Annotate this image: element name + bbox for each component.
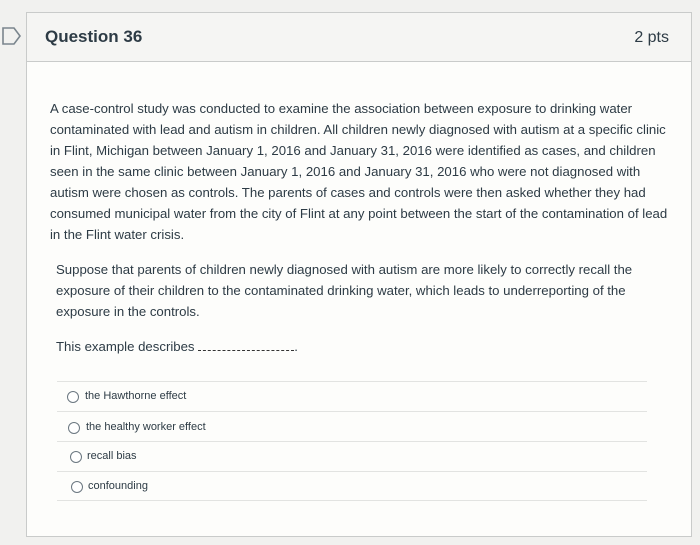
answer-label[interactable]: the healthy worker effect	[86, 421, 206, 433]
question-paragraph-1: A case-control study was conducted to examine the association between exposure to drinking water contaminated with lead and autism in children. All children newly diagnosed with autism at a specific clinic in Flint, Michigan between January 1, 2016 and January 31, 2016 were identified as cases, and children seen in the same clinic between January 1, 2016 and January 31, 2016 who were not diagnosed with autism were chosen as controls. The parents of cases and controls were then asked whether they had consumed municipal water from the city of Flint at any point between the start of the contamination of lead in the Flint water crisis.	[50, 101, 668, 242]
question-paragraph-2: Suppose that parents of children newly diagnosed with autism are more likely to correctly recall the exposure of their children to the contaminated drinking water, which leads to underreporting of the exposure in the controls.	[56, 262, 633, 319]
answer-option-healthy-worker[interactable]	[57, 411, 647, 441]
question-stem	[50, 336, 670, 357]
question-stem-end: .	[294, 339, 298, 354]
radio-button[interactable]	[68, 422, 80, 434]
question-body	[50, 98, 670, 357]
radio-button[interactable]	[70, 451, 82, 463]
answer-option-confounding[interactable]	[57, 471, 647, 501]
answer-list	[57, 381, 647, 501]
answer-blank	[198, 336, 294, 351]
answer-option-recall-bias[interactable]	[57, 441, 647, 471]
answer-label[interactable]: the Hawthorne effect	[85, 390, 187, 402]
question-card	[26, 12, 692, 537]
question-title: Question 36	[45, 27, 143, 46]
answer-option-hawthorne[interactable]	[57, 381, 647, 411]
answer-label[interactable]: recall bias	[87, 450, 137, 462]
question-stem-text: This example describes	[56, 339, 195, 354]
radio-button[interactable]	[67, 391, 79, 403]
radio-button[interactable]	[71, 481, 83, 493]
flag-question-icon[interactable]	[2, 27, 22, 45]
question-header	[27, 13, 691, 62]
question-points: 2 pts	[634, 29, 669, 46]
answer-label[interactable]: confounding	[88, 480, 148, 492]
